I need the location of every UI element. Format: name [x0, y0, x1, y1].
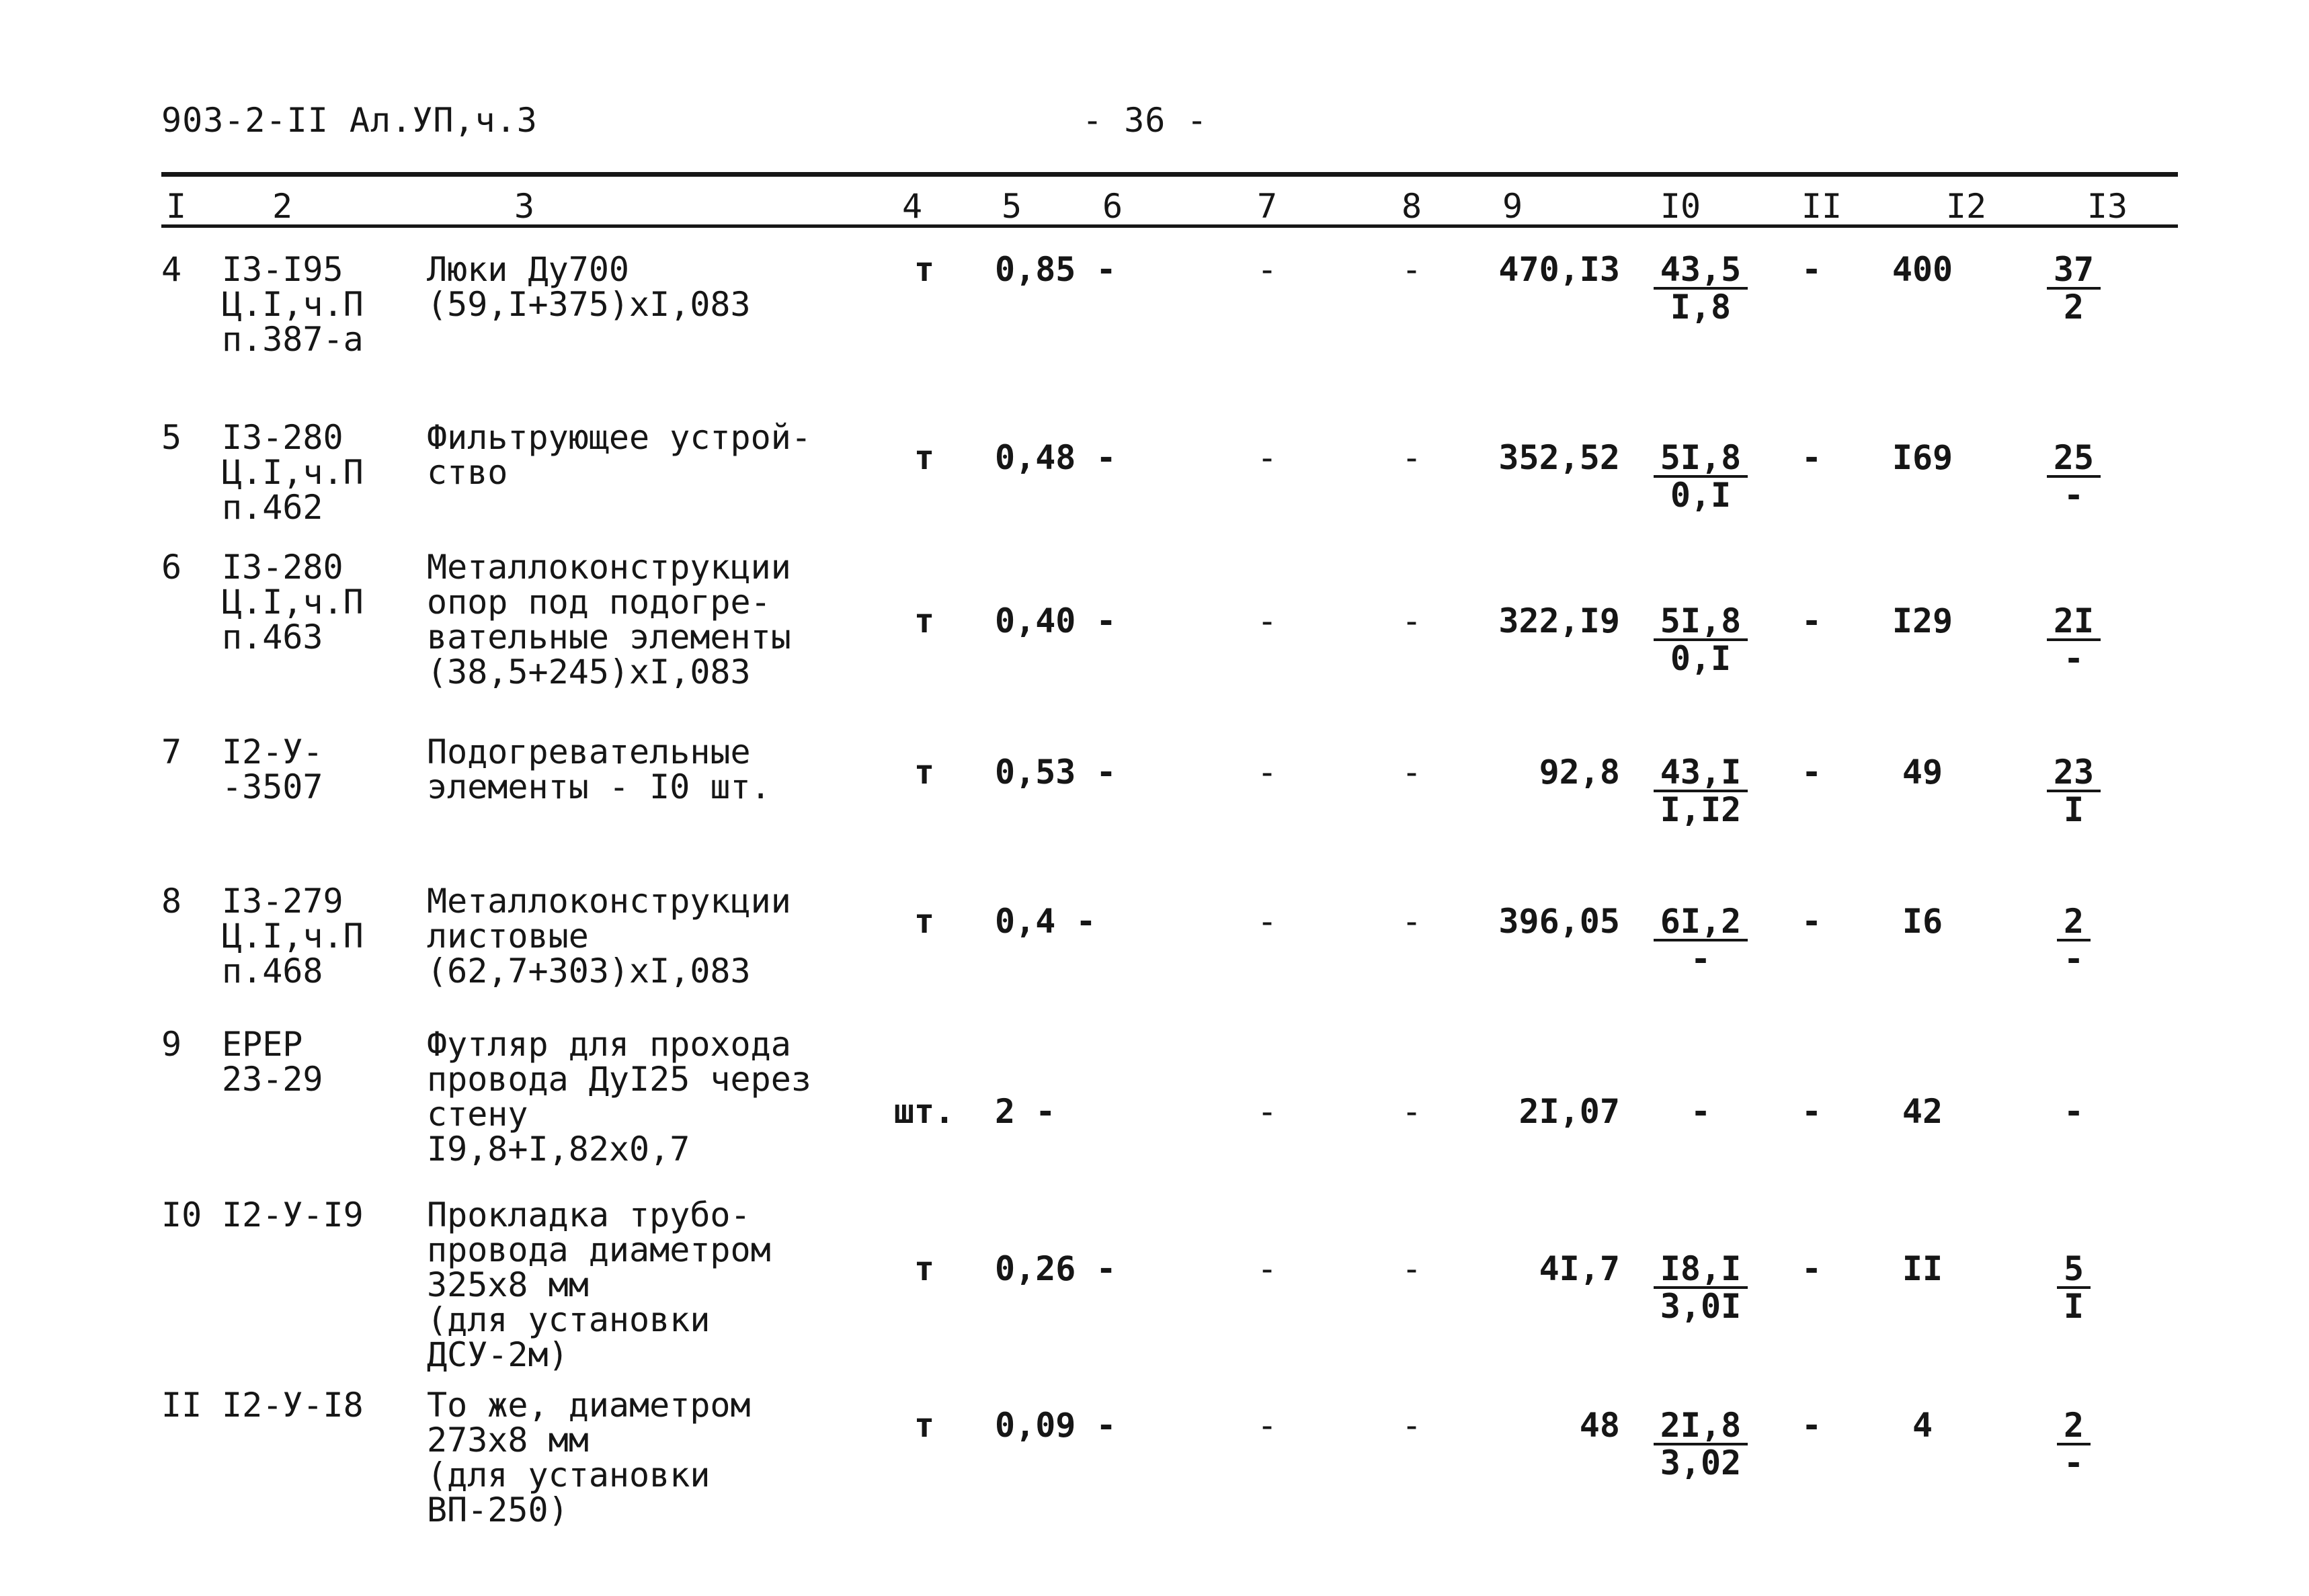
fraction-numerator: 2I [2047, 603, 2101, 641]
value-col8: - [1401, 1249, 1422, 1288]
column-number-10: I0 [1660, 187, 1701, 226]
page-number: - 36 - [1082, 101, 1208, 140]
unit: шт. [893, 1092, 955, 1131]
norm-code-line: п.387-а [222, 320, 364, 359]
norm-code-line: Ц.I,ч.П [222, 583, 364, 622]
description-line: Фильтрующее устрой- [427, 418, 811, 457]
fraction-numerator: 2I,8 [1654, 1408, 1748, 1445]
description-line: ВП-250) [427, 1490, 569, 1529]
norm-code-line: 23-29 [222, 1060, 323, 1099]
value-col11: - [1801, 438, 1822, 477]
quantity: 0,09 - [995, 1406, 1117, 1445]
description-line: Футляр для прохода [427, 1025, 791, 1064]
column-number-8: 8 [1401, 187, 1422, 226]
quantity: 0,85 - [995, 250, 1117, 289]
value-col8: - [1401, 1406, 1422, 1445]
fraction-denominator: I [2063, 1287, 2084, 1326]
description-line: листовые [427, 917, 589, 956]
description-line: 273x8 мм [427, 1421, 589, 1460]
column-number-3: 3 [514, 187, 535, 226]
norm-code-line: ЕРЕР [222, 1025, 303, 1064]
fraction-denominator: I [2063, 790, 2084, 829]
value-col7: - [1256, 1249, 1278, 1288]
value-col10: - [1690, 1092, 1711, 1131]
value-col7: - [1256, 438, 1278, 477]
fraction-numerator: I8,I [1654, 1251, 1748, 1289]
fraction-numerator: 25 [2047, 440, 2101, 478]
fraction-denominator: - [2063, 1443, 2084, 1482]
norm-code-line: п.463 [222, 618, 323, 657]
fraction [2057, 1251, 2091, 1324]
unit: т [914, 902, 935, 941]
value-col10 [1627, 755, 1775, 827]
fraction-denominator: I,I2 [1660, 790, 1742, 829]
unit: т [914, 753, 935, 792]
column-number-5: 5 [1001, 187, 1022, 226]
quantity: 0,4 - [995, 902, 1096, 941]
work-description [427, 420, 811, 490]
value-col7: - [1256, 601, 1278, 640]
description-line: (62,7+303)xI,083 [427, 952, 751, 991]
value-col10 [1627, 1251, 1775, 1324]
norm-code-line: Ц.I,ч.П [222, 453, 364, 492]
row-number: 7 [161, 732, 182, 771]
description-line: вательные элементы [427, 618, 791, 657]
fraction-denominator: 3,0I [1660, 1287, 1742, 1326]
description-line: стену [427, 1095, 528, 1134]
value-col11: - [1801, 601, 1822, 640]
total-cost: 42 [1902, 1092, 1943, 1131]
quantity: 0,53 - [995, 753, 1117, 792]
fraction-denominator: 0,I [1670, 476, 1732, 515]
fraction-denominator: - [2063, 639, 2084, 678]
value-col8: - [1401, 1092, 1422, 1131]
work-description [427, 734, 771, 804]
value-col11: - [1801, 250, 1822, 289]
value-col11: - [1801, 753, 1822, 792]
value-col8: - [1401, 250, 1422, 289]
fraction-denominator: - [1690, 939, 1711, 978]
value-col7: - [1256, 753, 1278, 792]
value-col13 [2030, 603, 2117, 676]
row-number: II [161, 1386, 202, 1425]
fraction [1654, 904, 1748, 976]
norm-code [222, 884, 364, 989]
fraction [2047, 603, 2101, 676]
value-col10 [1627, 1408, 1775, 1480]
value-col8: - [1401, 438, 1422, 477]
description-line: Прокладка трубо- [427, 1195, 751, 1234]
value-col11: - [1801, 1092, 1822, 1131]
unit-cost: 396,05 [1498, 902, 1620, 941]
unit-cost: 352,52 [1498, 438, 1620, 477]
description-line: ство [427, 453, 508, 492]
value-col10 [1627, 252, 1775, 325]
description-line: (для установки [427, 1300, 711, 1339]
unit: т [914, 601, 935, 640]
total-cost: I69 [1892, 438, 1953, 477]
fraction [2057, 904, 2091, 976]
description-line: провода диаметром [427, 1230, 771, 1269]
column-number-11: II [1801, 187, 1842, 226]
quantity: 2 - [995, 1092, 1056, 1131]
value-col10 [1627, 904, 1775, 976]
value-col11: - [1801, 902, 1822, 941]
total-cost: II [1902, 1249, 1943, 1288]
description-line: (для установки [427, 1456, 711, 1495]
norm-code [222, 550, 364, 655]
fraction-numerator: 43,5 [1654, 252, 1748, 290]
value-col7: - [1256, 902, 1278, 941]
total-cost: 400 [1892, 250, 1953, 289]
column-number-12: I2 [1945, 187, 1987, 226]
fraction [1654, 252, 1748, 325]
row-number: 6 [161, 548, 182, 587]
value-col8: - [1401, 753, 1422, 792]
norm-code [222, 252, 364, 357]
fraction-numerator: 5I,8 [1654, 603, 1748, 641]
column-number-2: 2 [272, 187, 293, 226]
column-number-9: 9 [1502, 187, 1523, 226]
value-col7: - [1256, 1092, 1278, 1131]
fraction-numerator: 37 [2047, 252, 2101, 290]
unit-cost: 322,I9 [1498, 601, 1620, 640]
row-number: 5 [161, 418, 182, 457]
value-col13 [2030, 755, 2117, 827]
norm-code-line: I3-279 [222, 882, 343, 921]
description-line: ДСУ-2м) [427, 1335, 569, 1374]
total-cost: I6 [1902, 902, 1943, 941]
work-description [427, 1388, 751, 1527]
total-cost: 49 [1902, 753, 1943, 792]
norm-code [222, 1388, 364, 1423]
norm-code-line: п.468 [222, 952, 323, 991]
fraction-denominator: 0,I [1670, 639, 1732, 678]
fraction-numerator: 5 [2057, 1251, 2091, 1289]
fraction-numerator: 43,I [1654, 755, 1748, 792]
document-code: 903-2-II Ал.УП,ч.3 [161, 101, 538, 140]
column-number-1: I [165, 187, 187, 226]
value-col13 [2030, 440, 2117, 513]
value-col10 [1627, 440, 1775, 513]
fraction [2047, 252, 2101, 325]
norm-code [222, 1027, 323, 1097]
norm-code-line: Ц.I,ч.П [222, 285, 364, 324]
description-line: Металлоконструкции [427, 882, 791, 921]
work-description [427, 550, 791, 689]
description-line: Люки Ду700 [427, 250, 630, 289]
fraction-numerator: 5I,8 [1654, 440, 1748, 478]
norm-code [222, 1195, 364, 1234]
unit-cost: 2I,07 [1518, 1092, 1620, 1131]
description-line: Подогревательные [427, 732, 751, 771]
fraction-numerator: 6I,2 [1654, 904, 1748, 941]
norm-code [222, 734, 323, 804]
row-number: 4 [161, 250, 182, 289]
work-description [427, 884, 791, 989]
fraction [2047, 755, 2101, 827]
norm-code-line: I3-280 [222, 418, 343, 457]
total-cost: 4 [1912, 1406, 1933, 1445]
unit-cost: 4I,7 [1539, 1249, 1620, 1288]
work-description [427, 1027, 811, 1167]
quantity: 0,26 - [995, 1249, 1117, 1288]
row-number: I0 [161, 1195, 202, 1234]
unit: т [914, 1406, 935, 1445]
value-col7: - [1256, 1406, 1278, 1445]
value-col8: - [1401, 601, 1422, 640]
row-number: 8 [161, 882, 182, 921]
description-line: опор под подогре- [427, 583, 771, 622]
value-col10 [1627, 603, 1775, 676]
value-col13: - [2063, 1092, 2084, 1131]
column-number-7: 7 [1256, 187, 1278, 226]
norm-code-line: I3-280 [222, 548, 343, 587]
work-description [427, 252, 751, 322]
column-number-6: 6 [1102, 187, 1123, 226]
header-rule-bottom [161, 224, 2178, 228]
norm-code [222, 420, 364, 525]
description-line: То же, диаметром [427, 1386, 751, 1425]
description-line: I9,8+I,82x0,7 [427, 1130, 690, 1169]
value-col8: - [1401, 902, 1422, 941]
fraction-denominator: 2 [2063, 288, 2084, 327]
fraction [1654, 1251, 1748, 1324]
quantity: 0,48 - [995, 438, 1117, 477]
norm-code-line: I2-У- [222, 732, 323, 771]
unit-cost: 92,8 [1539, 753, 1620, 792]
unit-cost: 470,I3 [1498, 250, 1620, 289]
work-description [427, 1195, 771, 1374]
value-col13 [2030, 1408, 2117, 1480]
quantity: 0,40 - [995, 601, 1117, 640]
unit: т [914, 250, 935, 289]
fraction-denominator: - [2063, 939, 2084, 978]
fraction [1654, 440, 1748, 513]
fraction-numerator: 2 [2057, 1408, 2091, 1445]
fraction [2047, 440, 2101, 513]
norm-code-line: -3507 [222, 767, 323, 806]
unit: т [914, 438, 935, 477]
norm-code-line: п.462 [222, 488, 323, 527]
value-col13 [2030, 1251, 2117, 1324]
description-line: Металлоконструкции [427, 548, 791, 587]
fraction-denominator: I,8 [1670, 288, 1732, 327]
fraction [1654, 755, 1748, 827]
fraction-denominator: - [2063, 476, 2084, 515]
row-number: 9 [161, 1025, 182, 1064]
norm-code-line: I2-У-I8 [222, 1386, 364, 1425]
description-line: провода ДуI25 через [427, 1060, 811, 1099]
column-number-4: 4 [901, 187, 923, 226]
value-col13 [2030, 904, 2117, 976]
norm-code-line: Ц.I,ч.П [222, 917, 364, 956]
total-cost: I29 [1892, 601, 1953, 640]
fraction-numerator: 23 [2047, 755, 2101, 792]
norm-code-line: I3-I95 [222, 250, 343, 289]
header-rule-top [161, 172, 2178, 177]
fraction [1654, 1408, 1748, 1480]
column-number-13: I3 [2087, 187, 2128, 226]
description-line: (38,5+245)xI,083 [427, 653, 751, 691]
value-col11: - [1801, 1406, 1822, 1445]
norm-code-line: I2-У-I9 [222, 1195, 364, 1234]
value-col11: - [1801, 1249, 1822, 1288]
value-col7: - [1256, 250, 1278, 289]
unit-cost: 48 [1579, 1406, 1620, 1445]
fraction-denominator: 3,02 [1660, 1443, 1742, 1482]
unit: т [914, 1249, 935, 1288]
description-line: элементы - I0 шт. [427, 767, 771, 806]
description-line: (59,I+375)xI,083 [427, 285, 751, 324]
fraction-numerator: 2 [2057, 904, 2091, 941]
description-line: 325x8 мм [427, 1265, 589, 1304]
fraction [1654, 603, 1748, 676]
fraction [2057, 1408, 2091, 1480]
value-col13 [2030, 252, 2117, 325]
